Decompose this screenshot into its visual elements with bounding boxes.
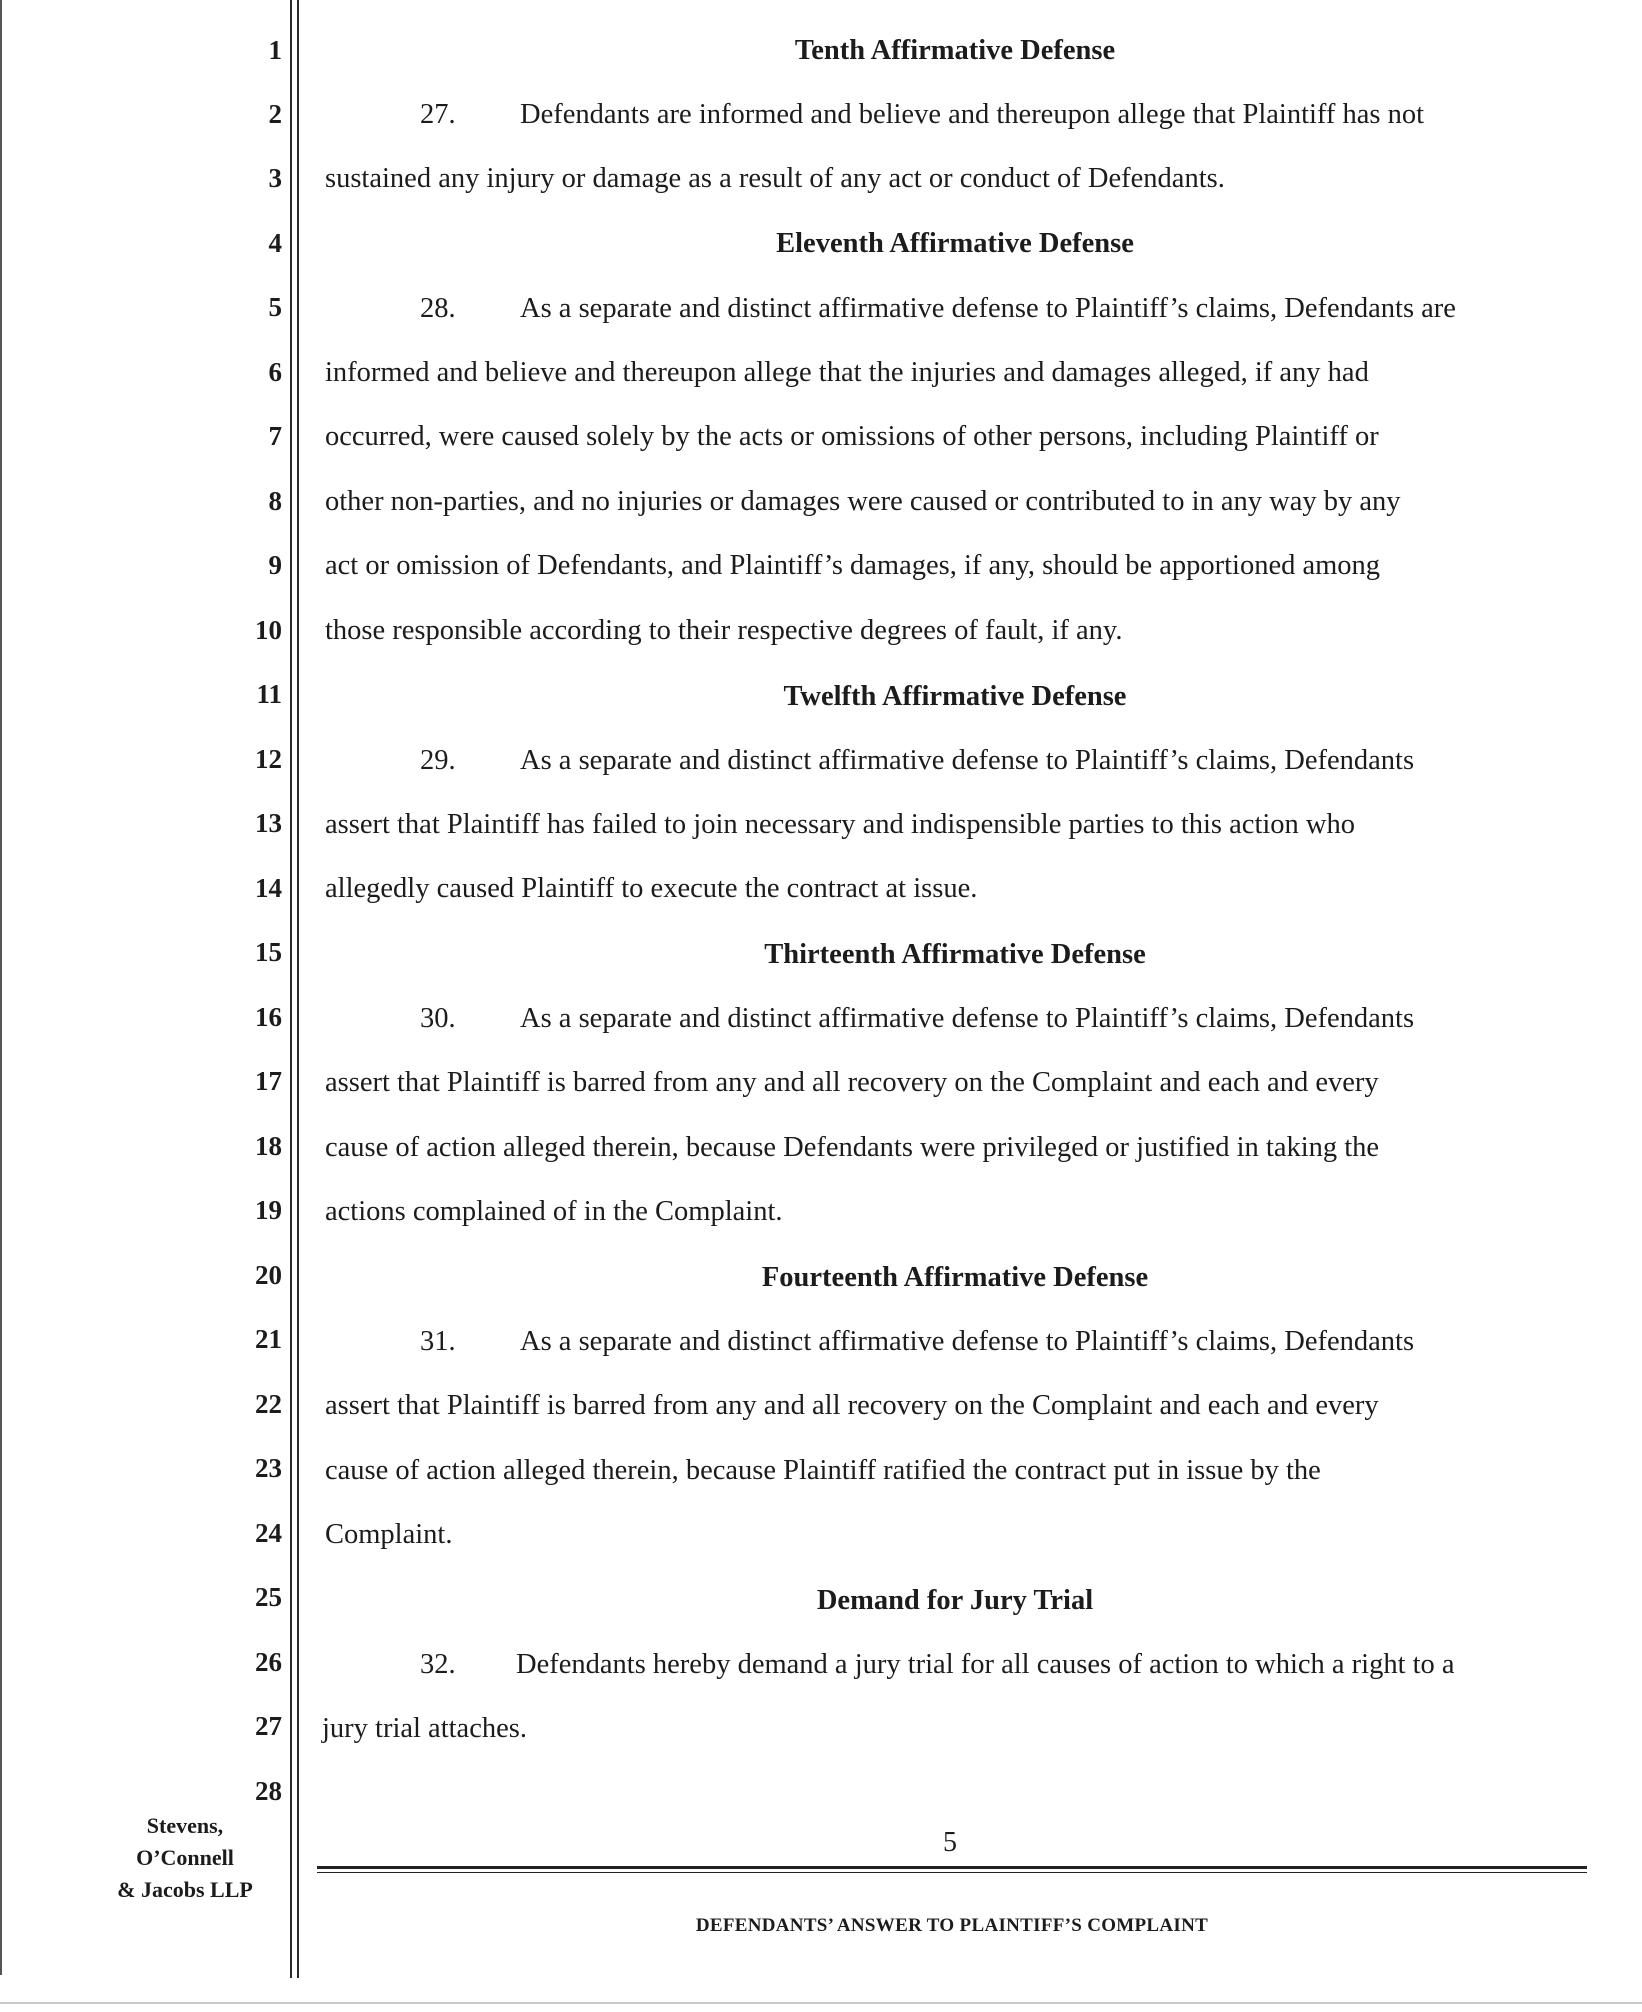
left-margin-rule-inner <box>297 0 299 1978</box>
line-number: 23 <box>255 1453 282 1483</box>
paragraph-line: jury trial attaches. <box>322 1713 527 1744</box>
paragraph-line: cause of action alleged therein, because Plaintiff ratified the contract put in issue by the <box>325 1455 1321 1486</box>
paragraph-line: those responsible according to their respective degrees of fault, if any. <box>325 615 1123 646</box>
line-number: 8 <box>268 486 282 516</box>
line-number: 3 <box>268 163 282 193</box>
line-number: 7 <box>268 421 282 451</box>
firm-line: Stevens, <box>146 1813 224 1838</box>
line-number: 16 <box>255 1002 282 1032</box>
paragraph-line: act or omission of Defendants, and Plaintiff’s damages, if any, should be apportioned among <box>325 550 1381 581</box>
paragraph-number: 30. <box>420 1003 456 1034</box>
firm-line: O’Connell <box>136 1845 234 1870</box>
line-number: 19 <box>255 1195 282 1225</box>
paragraph-line: As a separate and distinct affirmative defense to Plaintiff’s claims, Defendants <box>520 1326 1415 1357</box>
page-bottom-edge <box>0 2002 1642 2004</box>
paragraph-line: actions complained of in the Complaint. <box>325 1196 783 1227</box>
line-number: 22 <box>255 1389 282 1419</box>
footer-rule-thin <box>317 1872 1587 1873</box>
paragraph-line: Defendants are informed and believe and thereupon allege that Plaintiff has not <box>520 99 1425 130</box>
line-number: 20 <box>255 1260 282 1290</box>
line-number: 12 <box>255 744 282 774</box>
paragraph-line: As a separate and distinct affirmative defense to Plaintiff’s claims, Defendants <box>520 1003 1415 1034</box>
paragraph-line: other non-parties, and no injuries or damages were caused or contributed to in any way by any <box>325 486 1401 517</box>
line-number: 2 <box>268 99 282 129</box>
paragraph-line: Complaint. <box>325 1519 453 1550</box>
line-number: 25 <box>255 1582 282 1612</box>
paragraph-line: informed and believe and thereupon allege that the injuries and damages alleged, if any had <box>325 357 1369 388</box>
paragraph-line: As a separate and distinct affirmative defense to Plaintiff’s claims, Defendants are <box>520 293 1456 324</box>
paragraph-number: 29. <box>420 745 456 776</box>
line-number: 14 <box>255 873 282 903</box>
document-title: DEFENDANTS’ ANSWER TO PLAINTIFF’S COMPLAINT <box>695 1915 1209 1936</box>
section-heading: Eleventh Affirmative Defense <box>776 228 1134 259</box>
section-heading: Fourteenth Affirmative Defense <box>761 1262 1149 1293</box>
line-number: 15 <box>255 937 282 967</box>
line-number: 21 <box>255 1324 282 1354</box>
section-heading: Tenth Affirmative Defense <box>794 35 1116 66</box>
line-number: 24 <box>255 1518 282 1548</box>
paragraph-line: Defendants hereby demand a jury trial for all causes of action to which a right to a <box>516 1649 1455 1680</box>
paragraph-number: 27. <box>420 99 456 130</box>
paragraph-number: 31. <box>420 1326 456 1357</box>
section-heading: Thirteenth Affirmative Defense <box>764 939 1146 970</box>
line-number: 10 <box>255 615 282 645</box>
paragraph-line: allegedly caused Plaintiff to execute the contract at issue. <box>325 873 978 904</box>
paragraph-number: 28. <box>420 293 456 324</box>
paragraph-line: assert that Plaintiff is barred from any and all recovery on the Complaint and each and every <box>325 1067 1379 1098</box>
line-number: 4 <box>268 228 282 258</box>
line-number: 1 <box>268 35 282 65</box>
right-margin-rule <box>0 0 2 1975</box>
line-number: 13 <box>255 808 282 838</box>
paragraph-line: occurred, were caused solely by the acts or omissions of other persons, including Plaintiff or <box>325 421 1379 452</box>
line-number: 27 <box>255 1711 282 1741</box>
section-heading: Twelfth Affirmative Defense <box>783 681 1127 712</box>
line-number: 5 <box>268 292 282 322</box>
line-number: 28 <box>255 1776 282 1806</box>
footer-rule <box>317 1866 1587 1869</box>
paragraph-line: assert that Plaintiff has failed to join necessary and indispensible parties to this action who <box>325 809 1355 840</box>
paragraph-line: assert that Plaintiff is barred from any and all recovery on the Complaint and each and every <box>325 1390 1379 1421</box>
paragraph-line: As a separate and distinct affirmative defense to Plaintiff’s claims, Defendants <box>520 745 1415 776</box>
paragraph-line: cause of action alleged therein, because Defendants were privileged or justified in taking the <box>325 1132 1380 1163</box>
section-heading: Demand for Jury Trial <box>816 1585 1094 1616</box>
line-number: 18 <box>255 1131 282 1161</box>
line-number: 6 <box>268 357 282 387</box>
line-number: 26 <box>255 1647 282 1677</box>
line-number: 11 <box>256 679 282 709</box>
law-firm-name <box>80 1810 290 1906</box>
left-margin-rule <box>290 0 292 1978</box>
line-number: 17 <box>255 1066 282 1096</box>
line-number: 9 <box>268 550 282 580</box>
firm-line: & Jacobs LLP <box>117 1877 253 1902</box>
paragraph-line: sustained any injury or damage as a result of any act or conduct of Defendants. <box>325 163 1225 194</box>
paragraph-number: 32. <box>420 1649 456 1680</box>
page-number: 5 <box>943 1827 957 1858</box>
